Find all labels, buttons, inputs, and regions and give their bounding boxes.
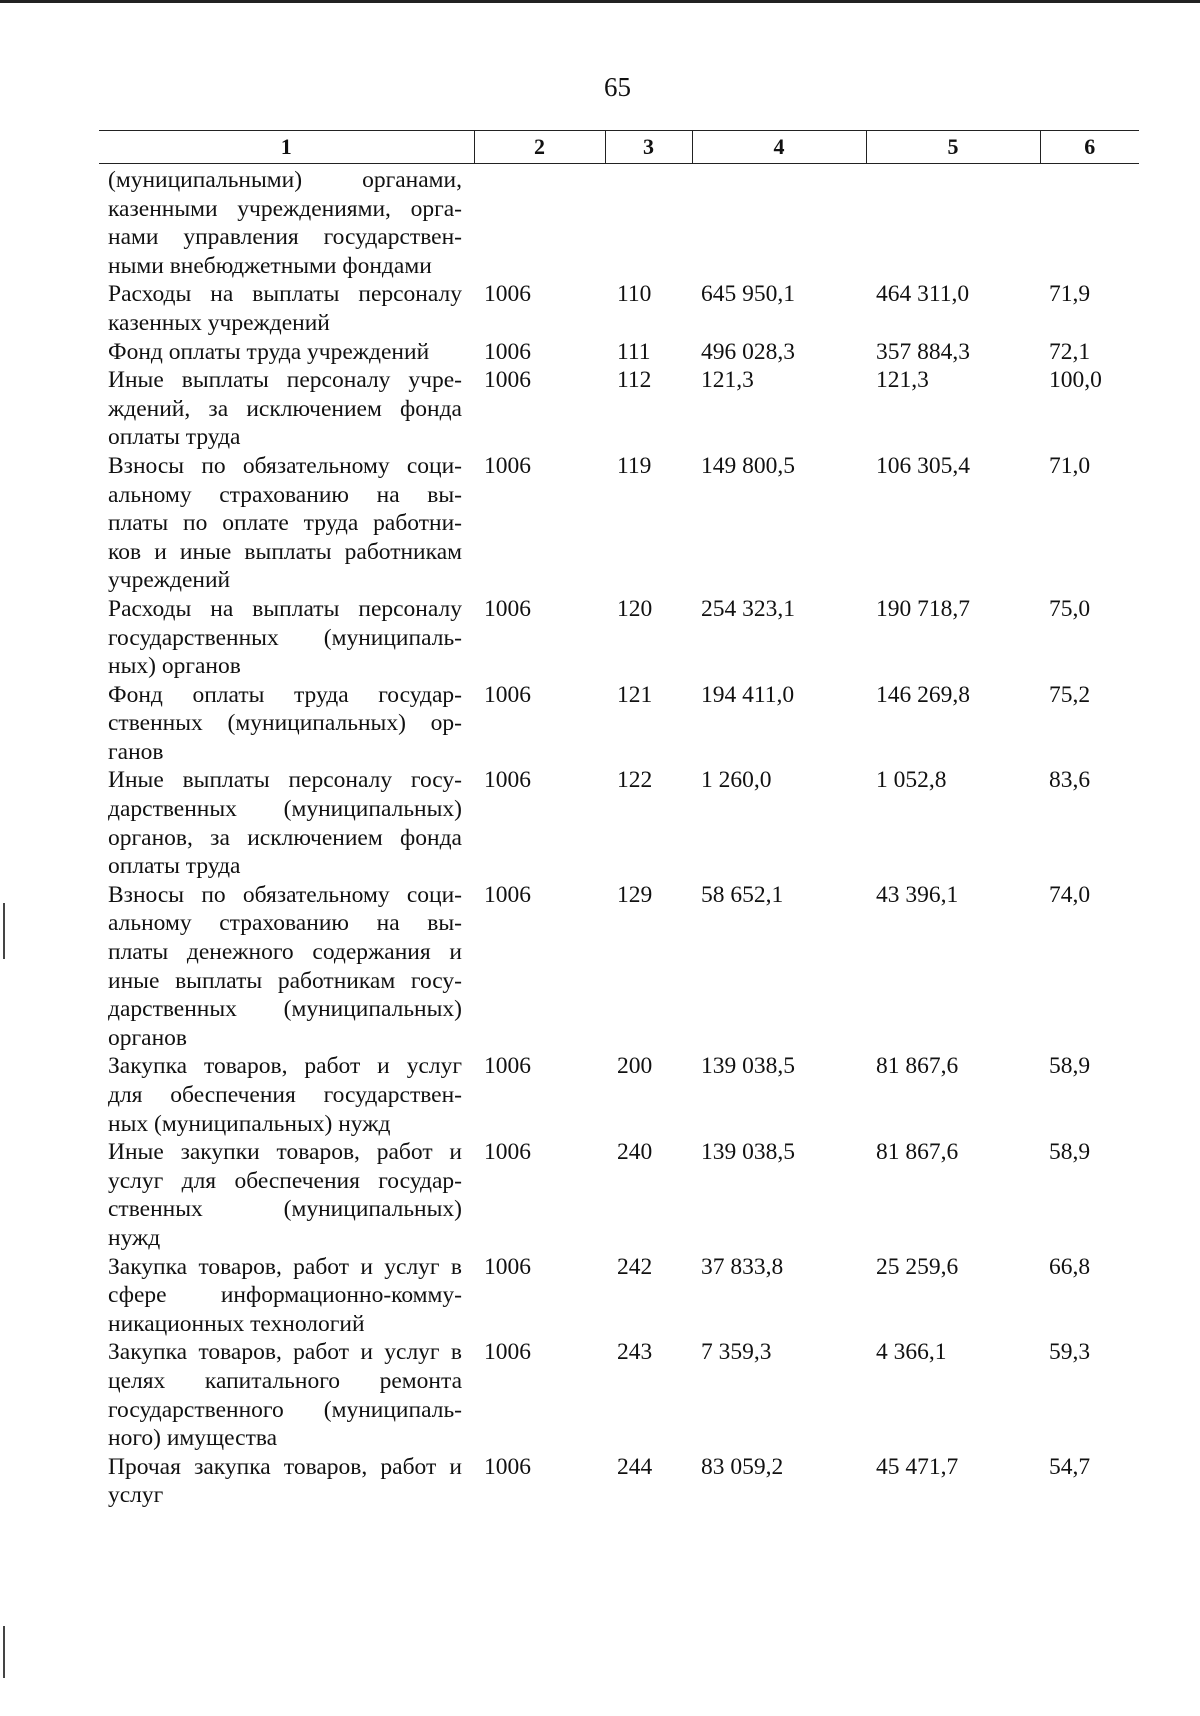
description-line: Иные выплаты персоналу учре- bbox=[108, 367, 462, 394]
description-line: Взносы по обязательному соци- bbox=[108, 452, 462, 479]
description-line: ных) органов bbox=[108, 653, 241, 680]
page-number: 65 bbox=[604, 72, 631, 102]
table-body bbox=[0, 166, 1200, 1510]
cell-c6: 74,0 bbox=[1049, 881, 1091, 908]
cell-c3: 121 bbox=[617, 681, 653, 708]
table-row bbox=[0, 166, 1200, 280]
description-line: органов, за исключением фонда bbox=[108, 824, 462, 851]
row-description bbox=[108, 452, 462, 595]
description-line: ного) имущества bbox=[108, 1425, 278, 1452]
cell-c2: 1006 bbox=[484, 681, 531, 708]
cell-c3: 111 bbox=[617, 338, 651, 365]
column-header-1: 1 bbox=[99, 131, 474, 164]
description-line: (муниципальными) органами, bbox=[108, 167, 462, 193]
cell-c2: 1006 bbox=[484, 1139, 531, 1166]
cell-c2: 1006 bbox=[484, 338, 531, 365]
cell-c4: 139 038,5 bbox=[701, 1053, 795, 1080]
table-row bbox=[0, 681, 1200, 767]
description-line: ганов bbox=[108, 738, 164, 765]
cell-c5: 121,3 bbox=[876, 367, 929, 394]
cell-c5: 81 867,6 bbox=[876, 1053, 959, 1080]
cell-c4: 194 411,0 bbox=[701, 681, 795, 708]
table-row bbox=[0, 1138, 1200, 1252]
cell-c4: 37 833,8 bbox=[701, 1253, 784, 1280]
description-line: Закупка товаров, работ и услуг в bbox=[108, 1339, 462, 1366]
cell-c4: 1 260,0 bbox=[701, 767, 772, 794]
description-line: Расходы на выплаты персоналу bbox=[108, 595, 462, 622]
cell-c3: 110 bbox=[617, 281, 652, 308]
description-line: государственных (муниципаль- bbox=[108, 624, 462, 651]
cell-c5: 45 471,7 bbox=[876, 1453, 959, 1480]
cell-c3: 243 bbox=[617, 1339, 653, 1366]
description-line: альному страхованию на вы- bbox=[108, 481, 462, 508]
description-line: Прочая закупка товаров, работ и bbox=[108, 1453, 462, 1480]
cell-c6: 54,7 bbox=[1049, 1453, 1091, 1480]
cell-c4: 149 800,5 bbox=[701, 452, 795, 479]
table-row bbox=[0, 452, 1200, 595]
row-description bbox=[108, 1052, 462, 1138]
description-line: ждений, за исключением фонда bbox=[108, 395, 462, 422]
cell-c3: 120 bbox=[617, 595, 653, 622]
row-description bbox=[108, 881, 462, 1053]
cell-c2: 1006 bbox=[484, 1453, 531, 1480]
description-line: услуг bbox=[108, 1482, 164, 1509]
description-line: нами управления государствен- bbox=[108, 224, 462, 251]
table-row bbox=[0, 1052, 1200, 1138]
cell-c6: 58,9 bbox=[1049, 1139, 1091, 1166]
cell-c6: 72,1 bbox=[1049, 338, 1091, 365]
description-line: Взносы по обязательному соци- bbox=[108, 881, 462, 908]
scan-edge bbox=[0, 0, 1200, 3]
cell-c4: 496 028,3 bbox=[701, 338, 795, 365]
description-line: органов bbox=[108, 1024, 187, 1051]
table-row bbox=[0, 1453, 1200, 1510]
row-description bbox=[108, 338, 462, 367]
description-line: дарственных (муниципальных) bbox=[108, 996, 462, 1023]
cell-c2: 1006 bbox=[484, 281, 531, 308]
cell-c2: 1006 bbox=[484, 452, 531, 479]
row-description bbox=[108, 366, 462, 452]
description-line: Фонд оплаты труда учреждений bbox=[108, 338, 430, 365]
description-line: казенных учреждений bbox=[108, 309, 330, 336]
description-line: оплаты труда bbox=[108, 424, 241, 451]
cell-c2: 1006 bbox=[484, 767, 531, 794]
cell-c5: 464 311,0 bbox=[876, 281, 970, 308]
description-line: иные выплаты работникам госу- bbox=[108, 967, 462, 994]
cell-c6: 83,6 bbox=[1049, 767, 1091, 794]
description-line: никационных технологий bbox=[108, 1310, 365, 1337]
cell-c5: 81 867,6 bbox=[876, 1139, 959, 1166]
description-line: ных (муниципальных) нужд bbox=[108, 1110, 391, 1137]
cell-c5: 357 884,3 bbox=[876, 338, 970, 365]
cell-c5: 43 396,1 bbox=[876, 881, 959, 908]
table-row bbox=[0, 338, 1200, 367]
description-line: оплаты труда bbox=[108, 853, 241, 880]
description-line: услуг для обеспечения государ- bbox=[108, 1167, 462, 1194]
description-line: Фонд оплаты труда государ- bbox=[108, 681, 462, 708]
row-description bbox=[108, 766, 462, 880]
cell-c6: 75,2 bbox=[1049, 681, 1091, 708]
description-line: для обеспечения государствен- bbox=[108, 1082, 462, 1108]
description-line: нужд bbox=[108, 1224, 161, 1251]
cell-c3: 122 bbox=[617, 767, 653, 794]
description-line: ными внебюджетными фондами bbox=[108, 252, 432, 279]
row-description bbox=[108, 166, 462, 280]
cell-c4: 7 359,3 bbox=[701, 1339, 772, 1366]
description-line: платы денежного содержания и bbox=[108, 939, 462, 966]
column-header-4: 4 bbox=[692, 131, 866, 164]
description-line: учреждений bbox=[108, 567, 231, 594]
cell-c2: 1006 bbox=[484, 367, 531, 394]
description-line: Закупка товаров, работ и услуг в bbox=[108, 1253, 462, 1280]
table-row bbox=[0, 881, 1200, 1053]
cell-c6: 71,0 bbox=[1049, 452, 1091, 479]
table-row bbox=[0, 1338, 1200, 1452]
cell-c6: 71,9 bbox=[1049, 281, 1091, 308]
cell-c5: 106 305,4 bbox=[876, 452, 970, 479]
description-line: Иные закупки товаров, работ и bbox=[108, 1139, 462, 1166]
column-header-3: 3 bbox=[605, 131, 692, 164]
cell-c5: 4 366,1 bbox=[876, 1339, 947, 1366]
cell-c3: 240 bbox=[617, 1139, 653, 1166]
description-line: ственных (муниципальных) bbox=[108, 1196, 462, 1223]
row-description bbox=[108, 681, 462, 767]
description-line: Расходы на выплаты персоналу bbox=[108, 281, 462, 308]
description-line: Иные выплаты персоналу госу- bbox=[108, 767, 462, 794]
cell-c6: 58,9 bbox=[1049, 1053, 1091, 1080]
cell-c5: 190 718,7 bbox=[876, 595, 970, 622]
cell-c3: 119 bbox=[617, 452, 652, 479]
cell-c5: 1 052,8 bbox=[876, 767, 947, 794]
cell-c5: 25 259,6 bbox=[876, 1253, 959, 1280]
description-line: ков и иные выплаты работникам bbox=[108, 538, 462, 565]
cell-c3: 112 bbox=[617, 367, 652, 394]
row-description bbox=[108, 595, 462, 681]
cell-c4: 254 323,1 bbox=[701, 595, 795, 622]
cell-c2: 1006 bbox=[484, 1253, 531, 1280]
cell-c3: 129 bbox=[617, 881, 653, 908]
table-row bbox=[0, 766, 1200, 880]
description-line: Закупка товаров, работ и услуг bbox=[108, 1053, 462, 1080]
description-line: государственного (муниципаль- bbox=[108, 1396, 462, 1423]
table-row bbox=[0, 280, 1200, 337]
cell-c4: 645 950,1 bbox=[701, 281, 795, 308]
table-row bbox=[0, 366, 1200, 452]
column-header-2: 2 bbox=[474, 131, 605, 164]
column-header-5: 5 bbox=[866, 131, 1040, 164]
cell-c2: 1006 bbox=[484, 595, 531, 622]
cell-c6: 75,0 bbox=[1049, 595, 1091, 622]
cell-c4: 121,3 bbox=[701, 367, 754, 394]
column-header-6: 6 bbox=[1040, 131, 1139, 164]
cell-c6: 66,8 bbox=[1049, 1253, 1091, 1280]
cell-c2: 1006 bbox=[484, 1339, 531, 1366]
cell-c3: 244 bbox=[617, 1453, 653, 1480]
row-description bbox=[108, 280, 462, 337]
scan-margin-mark bbox=[3, 1626, 5, 1678]
cell-c4: 83 059,2 bbox=[701, 1453, 784, 1480]
description-line: платы по оплате труда работни- bbox=[108, 510, 462, 537]
cell-c4: 139 038,5 bbox=[701, 1139, 795, 1166]
cell-c6: 59,3 bbox=[1049, 1339, 1091, 1366]
description-line: целях капитального ремонта bbox=[108, 1367, 462, 1394]
table-header bbox=[99, 130, 1139, 164]
row-description bbox=[108, 1338, 462, 1452]
cell-c6: 100,0 bbox=[1049, 367, 1102, 394]
cell-c5: 146 269,8 bbox=[876, 681, 970, 708]
description-line: сфере информационно-комму- bbox=[108, 1282, 462, 1309]
description-line: казенными учреждениями, орга- bbox=[108, 195, 462, 222]
description-line: альному страхованию на вы- bbox=[108, 910, 462, 937]
row-description bbox=[108, 1453, 462, 1510]
table-row bbox=[0, 1253, 1200, 1339]
cell-c3: 200 bbox=[617, 1053, 653, 1080]
row-description bbox=[108, 1253, 462, 1339]
cell-c2: 1006 bbox=[484, 1053, 531, 1080]
cell-c3: 242 bbox=[617, 1253, 653, 1280]
table-row bbox=[0, 595, 1200, 681]
row-description bbox=[108, 1138, 462, 1252]
cell-c4: 58 652,1 bbox=[701, 881, 784, 908]
description-line: ственных (муниципальных) ор- bbox=[108, 710, 462, 737]
cell-c2: 1006 bbox=[484, 881, 531, 908]
description-line: дарственных (муниципальных) bbox=[108, 796, 462, 823]
